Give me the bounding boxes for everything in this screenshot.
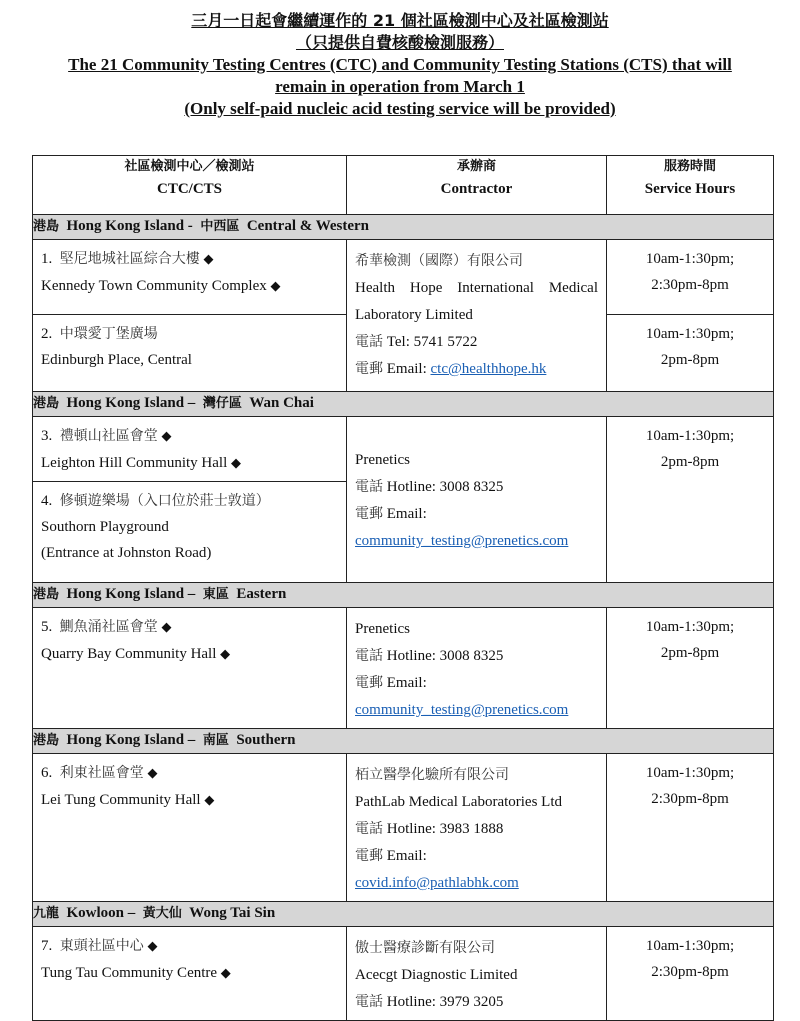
diamond-icon: ◆ [203,252,214,267]
diamond-icon: ◆ [231,456,241,471]
table-row [33,927,774,1021]
hours-cell-3: 10am-1:30pm; 2pm-8pm [607,417,774,583]
title-chinese-line-1: 三月一日起會繼續運作的 21 個社區檢測中心及社區檢測站 [191,11,609,30]
diamond-icon: ◆ [147,766,158,781]
hours-cell-2: 10am-1:30pm; 2pm-8pm [607,315,774,392]
contractor-cell-prenetics-1: Prenetics 電話 Hotline: 3008 8325 電郵 Email: community_testing@prenetics.com [347,417,607,583]
diamond-icon: ◆ [161,620,172,635]
site-cell-5: 5. 鰂魚涌社區會堂 ◆ Quarry Bay Community Hall ◆ [33,608,347,729]
title-english-line-3: (Only self-paid nucleic acid testing service will be provided) [184,99,616,118]
site-cell-2: 2. 中環愛丁堡廣場 Edinburgh Place, Central [33,315,347,392]
diamond-icon: ◆ [204,793,215,808]
table-row [33,240,774,315]
site-cell-3: 3. 禮頓山社區會堂 ◆ Leighton Hill Community Hall ◆ [33,417,347,482]
email-link[interactable]: ctc@healthhope.hk [430,361,547,377]
region-row-central-western: 港島 Hong Kong Island - 中西區 Central & Western [33,215,774,240]
region-row-wan-chai: 港島 Hong Kong Island – 灣仔區 Wan Chai [33,392,774,417]
header-contractor: 承辦商 Contractor [347,156,607,215]
contractor-cell-healthhope: 希華檢測（國際）有限公司 Health Hope International Medical Laboratory Limited 電話 Tel: 5741 5722 電郵 Email: ctc@healthhope.hk [347,240,607,392]
title-english-line-1: The 21 Community Testing Centres (CTC) and Community Testing Stations (CTS) that will [68,55,732,74]
site-cell-1: 1. 堅尼地城社區綜合大樓 ◆ Kennedy Town Community Complex ◆ [33,240,347,315]
diamond-icon: ◆ [270,279,281,294]
site-cell-7: 7. 東頭社區中心 ◆ Tung Tau Community Centre ◆ [33,927,347,1021]
site-cell-6: 6. 利東社區會堂 ◆ Lei Tung Community Hall ◆ [33,754,347,902]
hours-cell-5: 10am-1:30pm; 2pm-8pm [607,608,774,729]
site-cell-4: 4. 修頓遊樂場（入口位於莊士敦道） Southorn Playground (Entrance at Johnston Road) [33,482,347,583]
testing-centres-table [32,155,774,1021]
table-row [33,417,774,482]
diamond-icon: ◆ [220,966,231,981]
title-chinese-line-2: （只提供自費核酸檢測服務） [295,33,504,52]
hours-cell-1: 10am-1:30pm; 2:30pm-8pm [607,240,774,315]
email-link[interactable]: community_testing@prenetics.com [355,702,569,718]
diamond-icon: ◆ [161,429,172,444]
diamond-icon: ◆ [147,939,158,954]
email-link[interactable]: covid.info@pathlabhk.com [355,875,519,891]
region-row-southern: 港島 Hong Kong Island – 南區 Southern [33,729,774,754]
table-row [33,754,774,902]
table-header-row [33,156,774,215]
header-ctc-cts: 社區檢測中心／檢測站 CTC/CTS [33,156,347,215]
contractor-cell-prenetics-2: Prenetics 電話 Hotline: 3008 8325 電郵 Email: community_testing@prenetics.com [347,608,607,729]
header-service-hours: 服務時間 Service Hours [607,156,774,215]
title-english-line-2: remain in operation from March 1 [275,77,525,96]
contractor-cell-acecgt: 傲士醫療診斷有限公司 Acecgt Diagnostic Limited 電話 Hotline: 3979 3205 [347,927,607,1021]
document-title [0,10,800,120]
email-link[interactable]: community_testing@prenetics.com [355,533,569,549]
contractor-cell-pathlab: 栢立醫學化驗所有限公司 PathLab Medical Laboratories Ltd 電話 Hotline: 3983 1888 電郵 Email: covid.info@pathlabhk.com [347,754,607,902]
hours-cell-7: 10am-1:30pm; 2:30pm-8pm [607,927,774,1021]
table-row [33,608,774,729]
diamond-icon: ◆ [220,647,231,662]
region-row-wong-tai-sin: 九龍 Kowloon – 黃大仙 Wong Tai Sin [33,902,774,927]
region-row-eastern: 港島 Hong Kong Island – 東區 Eastern [33,583,774,608]
hours-cell-6: 10am-1:30pm; 2:30pm-8pm [607,754,774,902]
